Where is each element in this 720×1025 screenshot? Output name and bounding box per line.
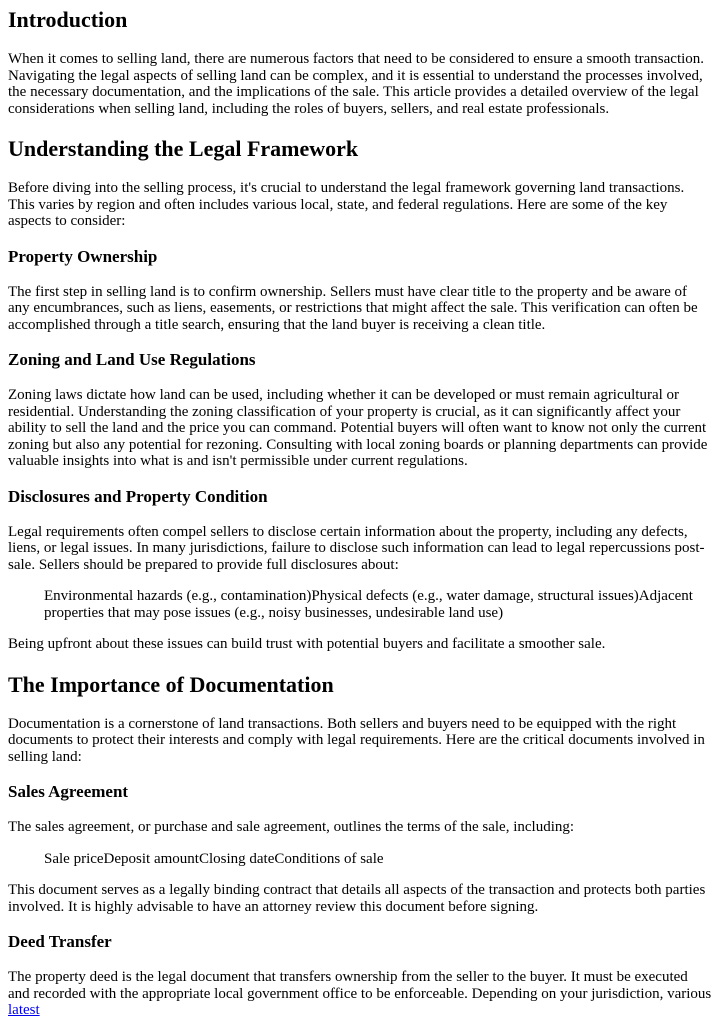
- disclosures-paragraph: Legal requirements often compel sellers to disclose certain information about the property, including any defects, liens, or legal issues. In many jurisdictions, failure to disclose such information can lead to legal repercussions post-sale. Sellers should be prepared to provide full disclosures about:: [8, 523, 705, 573]
- documentation-heading: The Importance of Documentation: [8, 671, 334, 697]
- article: [0, 7, 720, 1019]
- deed-heading: Deed Transfer: [8, 932, 112, 951]
- disclosures-list: Environmental hazards (e.g., contamination)Physical defects (e.g., water damage, structural issues)Adjacent properties that may pose issues (e.g., noisy businesses, undesirable land use): [44, 588, 693, 621]
- latest-link[interactable]: latest: [8, 1002, 40, 1018]
- deed-text: The property deed is the legal document that transfers ownership from the seller to the buyer. It must be executed and recorded with the appropriate local government office to be enforceable. Depending on your jurisdiction, various: [8, 969, 712, 1002]
- sales-after-paragraph: This document serves as a legally binding contract that details all aspects of the transaction and protects both parties involved. It is highly advisable to have an attorney review this document before signing.: [8, 882, 706, 915]
- documentation-paragraph: Documentation is a cornerstone of land transactions. Both sellers and buyers need to be equipped with the right documents to protect their interests and comply with legal requirements. Here are the critical documents involved in selling land:: [8, 715, 705, 765]
- zoning-heading: Zoning and Land Use Regulations: [8, 350, 256, 369]
- disclosures-after-paragraph: Being upfront about these issues can build trust with potential buyers and facilitate a smoother sale.: [8, 636, 606, 652]
- framework-heading: Understanding the Legal Framework: [8, 136, 359, 161]
- deed-paragraph: [8, 969, 712, 1019]
- disclosures-heading: Disclosures and Property Condition: [8, 486, 268, 506]
- ownership-heading: Property Ownership: [8, 246, 158, 266]
- sales-heading: Sales Agreement: [8, 782, 129, 801]
- sales-list: Sale priceDeposit amountClosing dateConditions of sale: [44, 850, 384, 867]
- intro-paragraph: When it comes to selling land, there are numerous factors that need to be considered to ensure a smooth transaction. Navigating the legal aspects of selling land can be complex, and it is essential to understand the processes involved, the necessary documentation, and the implications of the sale. This article provides a detailed overview of the legal considerations when selling land, including the roles of buyers, sellers, and real estate professionals.: [8, 51, 705, 117]
- zoning-paragraph: Zoning laws dictate how land can be used, including whether it can be developed or must remain agricultural or residential. Understanding the zoning classification of your property is crucial, as it can significantly affect your ability to sell the land and the price you can command. Potential buyers will often want to know not only the current zoning but also any potential for rezoning. Consulting with local zoning boards or planning departments can provide valuable insights into what is and isn't permissible under current regulations.: [8, 387, 708, 469]
- ownership-paragraph: The first step in selling land is to confirm ownership. Sellers must have clear title to the property and be aware of any encumbrances, such as liens, easements, or restrictions that might affect the sale. This verification can often be accomplished through a title search, ensuring that the land buyer is receiving a clean title.: [8, 283, 698, 333]
- sales-paragraph: The sales agreement, or purchase and sale agreement, outlines the terms of the sale, including:: [8, 819, 575, 835]
- framework-paragraph: Before diving into the selling process, it's crucial to understand the legal framework governing land transactions. This varies by region and often includes various local, state, and federal regulations. Here are some of the key aspects to consider:: [8, 180, 685, 229]
- intro-heading: Introduction: [8, 7, 128, 32]
